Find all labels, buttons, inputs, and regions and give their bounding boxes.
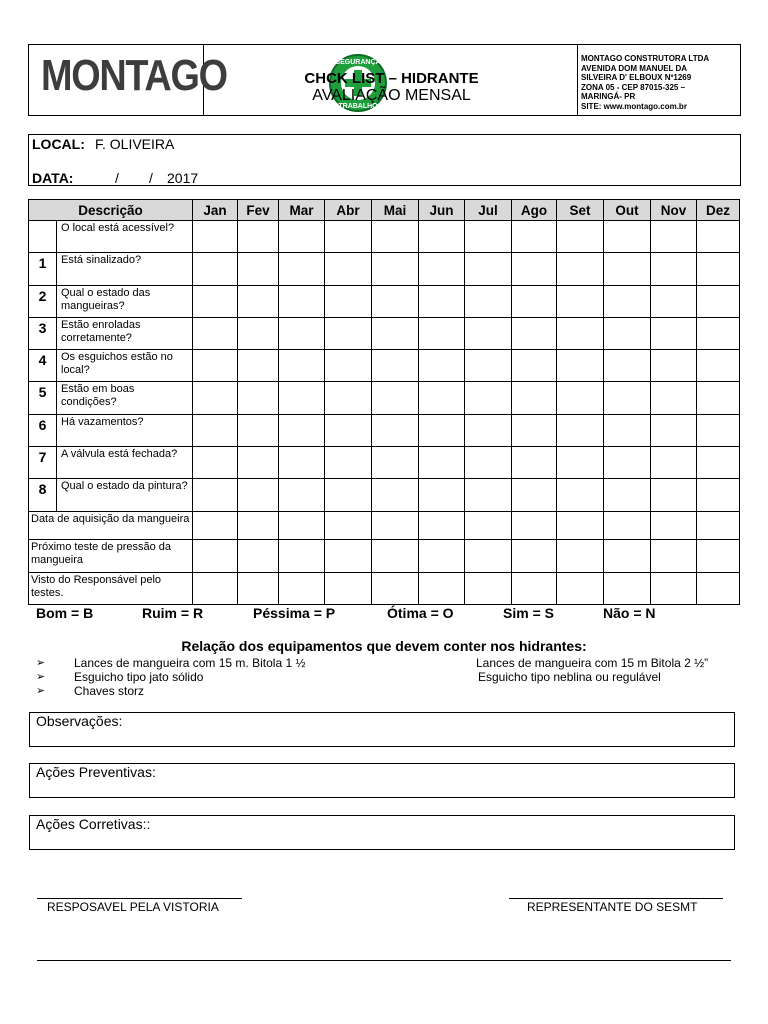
- month-cell[interactable]: [697, 479, 740, 512]
- month-cell[interactable]: [697, 221, 740, 253]
- checklist-row: [29, 286, 740, 318]
- preventive-actions-box[interactable]: [29, 763, 735, 798]
- month-cell[interactable]: [697, 382, 740, 415]
- month-cell[interactable]: [419, 540, 465, 573]
- month-cell[interactable]: [651, 350, 697, 382]
- corrective-actions-label: Ações Corretivas::: [36, 816, 151, 832]
- month-cell[interactable]: [419, 286, 465, 318]
- row-number: [29, 221, 57, 253]
- logo-area: [29, 45, 227, 115]
- document-header: [28, 44, 741, 116]
- month-cell[interactable]: [651, 573, 697, 605]
- month-cell[interactable]: [279, 512, 325, 540]
- legend-item: Bom = B: [36, 605, 94, 621]
- month-cell[interactable]: [557, 221, 604, 253]
- month-cell[interactable]: [465, 221, 512, 253]
- date-separator: /: [115, 170, 119, 186]
- month-cell[interactable]: [238, 512, 279, 540]
- month-cell[interactable]: [372, 350, 419, 382]
- month-header: Fev: [238, 200, 279, 221]
- month-cell[interactable]: [238, 318, 279, 350]
- month-cell[interactable]: [325, 253, 372, 286]
- row-number: 8: [29, 479, 57, 512]
- month-cell[interactable]: [279, 318, 325, 350]
- month-cell[interactable]: [512, 350, 557, 382]
- month-cell[interactable]: [238, 253, 279, 286]
- month-cell[interactable]: [279, 415, 325, 447]
- month-cell[interactable]: [372, 512, 419, 540]
- question-text: Está sinalizado?: [57, 253, 193, 286]
- row-number: 4: [29, 350, 57, 382]
- month-header: Mar: [279, 200, 325, 221]
- month-cell[interactable]: [512, 318, 557, 350]
- month-cell[interactable]: [651, 286, 697, 318]
- month-cell[interactable]: [512, 447, 557, 479]
- month-cell[interactable]: [697, 540, 740, 573]
- signature-label-left: RESPOSAVEL PELA VISTORIA: [47, 900, 219, 914]
- month-cell[interactable]: [372, 540, 419, 573]
- checklist-row: [29, 221, 740, 253]
- month-header: Dez: [697, 200, 740, 221]
- checklist-row: [29, 447, 740, 479]
- month-header: Jan: [193, 200, 238, 221]
- month-cell[interactable]: [372, 573, 419, 605]
- bullet-arrow-icon: ➢: [36, 685, 46, 697]
- location-date-box: [28, 134, 741, 186]
- month-cell[interactable]: [512, 221, 557, 253]
- company-info-line: AVENIDA DOM MANUEL DA: [581, 63, 688, 73]
- checklist-row: [29, 573, 740, 605]
- month-cell[interactable]: [325, 318, 372, 350]
- month-cell[interactable]: [238, 479, 279, 512]
- month-cell[interactable]: [557, 286, 604, 318]
- checklist-table: [28, 199, 740, 605]
- month-cell[interactable]: [419, 382, 465, 415]
- month-cell[interactable]: [557, 540, 604, 573]
- question-text: Próximo teste de pressão da mangueira: [29, 540, 193, 573]
- question-text: Há vazamentos?: [57, 415, 193, 447]
- month-cell[interactable]: [557, 253, 604, 286]
- equipment-title: Relação dos equipamentos que devem conter nos hidrantes:: [181, 638, 587, 654]
- month-cell[interactable]: [325, 573, 372, 605]
- month-cell[interactable]: [465, 479, 512, 512]
- month-cell[interactable]: [604, 350, 651, 382]
- month-cell[interactable]: [651, 540, 697, 573]
- month-cell[interactable]: [193, 286, 238, 318]
- month-cell[interactable]: [325, 479, 372, 512]
- month-header: Set: [557, 200, 604, 221]
- company-info-line: ZONA 05 - CEP 87015-325 –: [581, 82, 686, 92]
- month-cell[interactable]: [465, 350, 512, 382]
- month-cell[interactable]: [419, 350, 465, 382]
- month-cell[interactable]: [372, 382, 419, 415]
- signature-label-right: REPRESENTANTE DO SESMT: [527, 900, 698, 914]
- month-cell[interactable]: [279, 540, 325, 573]
- month-header: Mai: [372, 200, 419, 221]
- question-text: Os esguichos estão no local?: [57, 350, 193, 382]
- month-cell[interactable]: [512, 415, 557, 447]
- document-title: CHCK LIST – HIDRANTE: [304, 70, 479, 87]
- month-cell[interactable]: [419, 479, 465, 512]
- month-cell[interactable]: [419, 221, 465, 253]
- month-cell[interactable]: [557, 447, 604, 479]
- month-cell[interactable]: [279, 447, 325, 479]
- month-cell[interactable]: [193, 573, 238, 605]
- month-cell[interactable]: [325, 286, 372, 318]
- observations-label: Observações:: [36, 713, 123, 729]
- month-cell[interactable]: [697, 573, 740, 605]
- month-cell[interactable]: [193, 318, 238, 350]
- month-cell[interactable]: [193, 512, 238, 540]
- month-cell[interactable]: [604, 540, 651, 573]
- month-cell[interactable]: [465, 415, 512, 447]
- equipment-item: Lances de mangueira com 15 m Bitola 2 ½”: [476, 656, 709, 670]
- equipment-item: Lances de mangueira com 15 m. Bitola 1 ½: [74, 656, 306, 670]
- company-info: [577, 45, 741, 115]
- row-number: 7: [29, 447, 57, 479]
- month-cell[interactable]: [465, 382, 512, 415]
- month-cell[interactable]: [325, 221, 372, 253]
- bullet-arrow-icon: ➢: [36, 671, 46, 683]
- month-cell[interactable]: [697, 415, 740, 447]
- seal-bottom-text: TRABALHO: [338, 103, 378, 110]
- month-cell[interactable]: [419, 573, 465, 605]
- month-cell[interactable]: [238, 382, 279, 415]
- month-cell[interactable]: [651, 447, 697, 479]
- month-cell[interactable]: [651, 479, 697, 512]
- month-cell[interactable]: [419, 512, 465, 540]
- month-cell[interactable]: [604, 382, 651, 415]
- legend-item: Ótima = O: [387, 605, 454, 621]
- month-cell[interactable]: [372, 415, 419, 447]
- month-cell[interactable]: [372, 221, 419, 253]
- month-cell[interactable]: [697, 447, 740, 479]
- month-cell[interactable]: [697, 286, 740, 318]
- month-cell[interactable]: [372, 447, 419, 479]
- month-cell[interactable]: [465, 573, 512, 605]
- seal-top-text: SEGURANÇA: [335, 59, 381, 66]
- observations-box[interactable]: [29, 712, 735, 747]
- month-cell[interactable]: [604, 286, 651, 318]
- checklist-row: [29, 415, 740, 447]
- row-number: 6: [29, 415, 57, 447]
- company-info-line: SITE: www.montago.com.br: [581, 101, 687, 111]
- month-cell[interactable]: [279, 286, 325, 318]
- date-year: 2017: [167, 170, 199, 186]
- month-cell[interactable]: [193, 221, 238, 253]
- month-cell[interactable]: [372, 286, 419, 318]
- month-cell[interactable]: [604, 415, 651, 447]
- question-text: Estão em boas condições?: [57, 382, 193, 415]
- month-cell[interactable]: [419, 253, 465, 286]
- checklist-row: [29, 512, 740, 540]
- month-cell[interactable]: [465, 540, 512, 573]
- legend-item: Ruim = R: [142, 605, 204, 621]
- checklist-row: [29, 382, 740, 415]
- month-cell[interactable]: [604, 318, 651, 350]
- month-cell[interactable]: [325, 540, 372, 573]
- company-info-line: MARINGÁ- PR: [581, 92, 636, 101]
- description-header: Descrição: [29, 200, 193, 221]
- signature-line-right: [509, 898, 723, 899]
- month-cell[interactable]: [193, 382, 238, 415]
- row-number: 2: [29, 286, 57, 318]
- month-header: Ago: [512, 200, 557, 221]
- month-cell[interactable]: [238, 573, 279, 605]
- checklist-row: [29, 540, 740, 573]
- question-text: Qual o estado da pintura?: [57, 479, 193, 512]
- equipment-item: Esguicho tipo jato sólido: [74, 670, 204, 684]
- month-header: Out: [604, 200, 651, 221]
- month-cell[interactable]: [279, 253, 325, 286]
- month-cell[interactable]: [193, 415, 238, 447]
- month-cell[interactable]: [465, 447, 512, 479]
- month-cell[interactable]: [604, 512, 651, 540]
- equipment-item: Chaves storz: [74, 684, 145, 698]
- month-cell[interactable]: [512, 512, 557, 540]
- month-cell[interactable]: [512, 382, 557, 415]
- month-cell[interactable]: [604, 479, 651, 512]
- question-text: A válvula está fechada?: [57, 447, 193, 479]
- month-cell[interactable]: [651, 221, 697, 253]
- month-cell[interactable]: [419, 415, 465, 447]
- equipment-item: Esguicho tipo neblina ou regulável: [478, 670, 661, 684]
- month-cell[interactable]: [557, 318, 604, 350]
- legend-item: Não = N: [603, 605, 656, 621]
- company-info-line: MONTAGO CONSTRUTORA LTDA: [581, 54, 710, 63]
- month-cell[interactable]: [604, 447, 651, 479]
- month-cell[interactable]: [279, 573, 325, 605]
- month-cell[interactable]: [279, 382, 325, 415]
- month-cell[interactable]: [697, 512, 740, 540]
- legend-item: Sim = S: [503, 605, 554, 621]
- month-cell[interactable]: [557, 415, 604, 447]
- document-subtitle: AVALIAÇÃO MENSAL: [312, 87, 471, 104]
- month-cell[interactable]: [557, 382, 604, 415]
- month-cell[interactable]: [512, 479, 557, 512]
- month-cell[interactable]: [419, 447, 465, 479]
- month-cell[interactable]: [279, 479, 325, 512]
- month-cell[interactable]: [557, 573, 604, 605]
- table-header-row: [29, 200, 740, 221]
- month-cell[interactable]: [604, 221, 651, 253]
- local-value: F. OLIVEIRA: [95, 136, 175, 152]
- company-info-line: SILVEIRA D' ELBOUX Nº1269: [581, 73, 692, 82]
- question-text: Visto do Responsável pelo testes.: [29, 573, 193, 605]
- month-cell[interactable]: [193, 479, 238, 512]
- row-number: 1: [29, 253, 57, 286]
- question-text: Estão enroladas corretamente?: [57, 318, 193, 350]
- month-cell[interactable]: [512, 573, 557, 605]
- question-text: Qual o estado das mangueiras?: [57, 286, 193, 318]
- month-cell[interactable]: [193, 253, 238, 286]
- month-cell[interactable]: [193, 350, 238, 382]
- month-cell[interactable]: [465, 286, 512, 318]
- month-cell[interactable]: [238, 221, 279, 253]
- month-header: Jul: [465, 200, 512, 221]
- legend-item: Péssima = P: [253, 605, 336, 621]
- question-text: Data de aquisição da mangueira: [29, 512, 193, 540]
- month-cell[interactable]: [193, 447, 238, 479]
- month-cell[interactable]: [238, 350, 279, 382]
- month-cell[interactable]: [325, 512, 372, 540]
- month-cell[interactable]: [372, 318, 419, 350]
- row-number: 3: [29, 318, 57, 350]
- corrective-actions-box[interactable]: [29, 815, 735, 850]
- month-cell[interactable]: [238, 447, 279, 479]
- month-cell[interactable]: [238, 415, 279, 447]
- signature-line-left: [37, 898, 242, 899]
- month-cell[interactable]: [651, 253, 697, 286]
- month-cell[interactable]: [512, 253, 557, 286]
- month-cell[interactable]: [419, 318, 465, 350]
- month-cell[interactable]: [372, 479, 419, 512]
- month-cell[interactable]: [651, 382, 697, 415]
- bullet-arrow-icon: ➢: [36, 657, 46, 669]
- month-header: Jun: [419, 200, 465, 221]
- month-cell[interactable]: [193, 540, 238, 573]
- month-cell[interactable]: [325, 415, 372, 447]
- checklist-row: [29, 318, 740, 350]
- preventive-actions-label: Ações Preventivas:: [36, 764, 156, 780]
- month-cell[interactable]: [651, 318, 697, 350]
- month-cell[interactable]: [372, 253, 419, 286]
- month-cell[interactable]: [512, 540, 557, 573]
- month-cell[interactable]: [651, 415, 697, 447]
- month-header: Nov: [651, 200, 697, 221]
- month-cell[interactable]: [465, 512, 512, 540]
- footer-line: [37, 960, 731, 961]
- month-cell[interactable]: [279, 221, 325, 253]
- month-cell[interactable]: [465, 253, 512, 286]
- month-cell[interactable]: [325, 447, 372, 479]
- checklist-row: [29, 479, 740, 512]
- month-cell[interactable]: [697, 350, 740, 382]
- date-separator: /: [149, 170, 153, 186]
- question-text: O local está acessível?: [57, 221, 193, 253]
- month-cell[interactable]: [557, 479, 604, 512]
- checklist-row: [29, 350, 740, 382]
- row-number: 5: [29, 382, 57, 415]
- month-cell[interactable]: [325, 350, 372, 382]
- month-cell[interactable]: [512, 286, 557, 318]
- date-label: DATA:: [32, 170, 74, 186]
- company-logo: MONTAGO: [41, 51, 227, 100]
- checklist-row: [29, 253, 740, 286]
- month-header: Abr: [325, 200, 372, 221]
- month-cell[interactable]: [557, 512, 604, 540]
- month-cell[interactable]: [604, 253, 651, 286]
- month-cell[interactable]: [697, 253, 740, 286]
- month-cell[interactable]: [697, 318, 740, 350]
- month-cell[interactable]: [651, 512, 697, 540]
- month-cell[interactable]: [557, 350, 604, 382]
- month-cell[interactable]: [238, 286, 279, 318]
- month-cell[interactable]: [604, 573, 651, 605]
- month-cell[interactable]: [238, 540, 279, 573]
- month-cell[interactable]: [325, 382, 372, 415]
- month-cell[interactable]: [465, 318, 512, 350]
- local-label: LOCAL:: [32, 136, 85, 152]
- month-cell[interactable]: [279, 350, 325, 382]
